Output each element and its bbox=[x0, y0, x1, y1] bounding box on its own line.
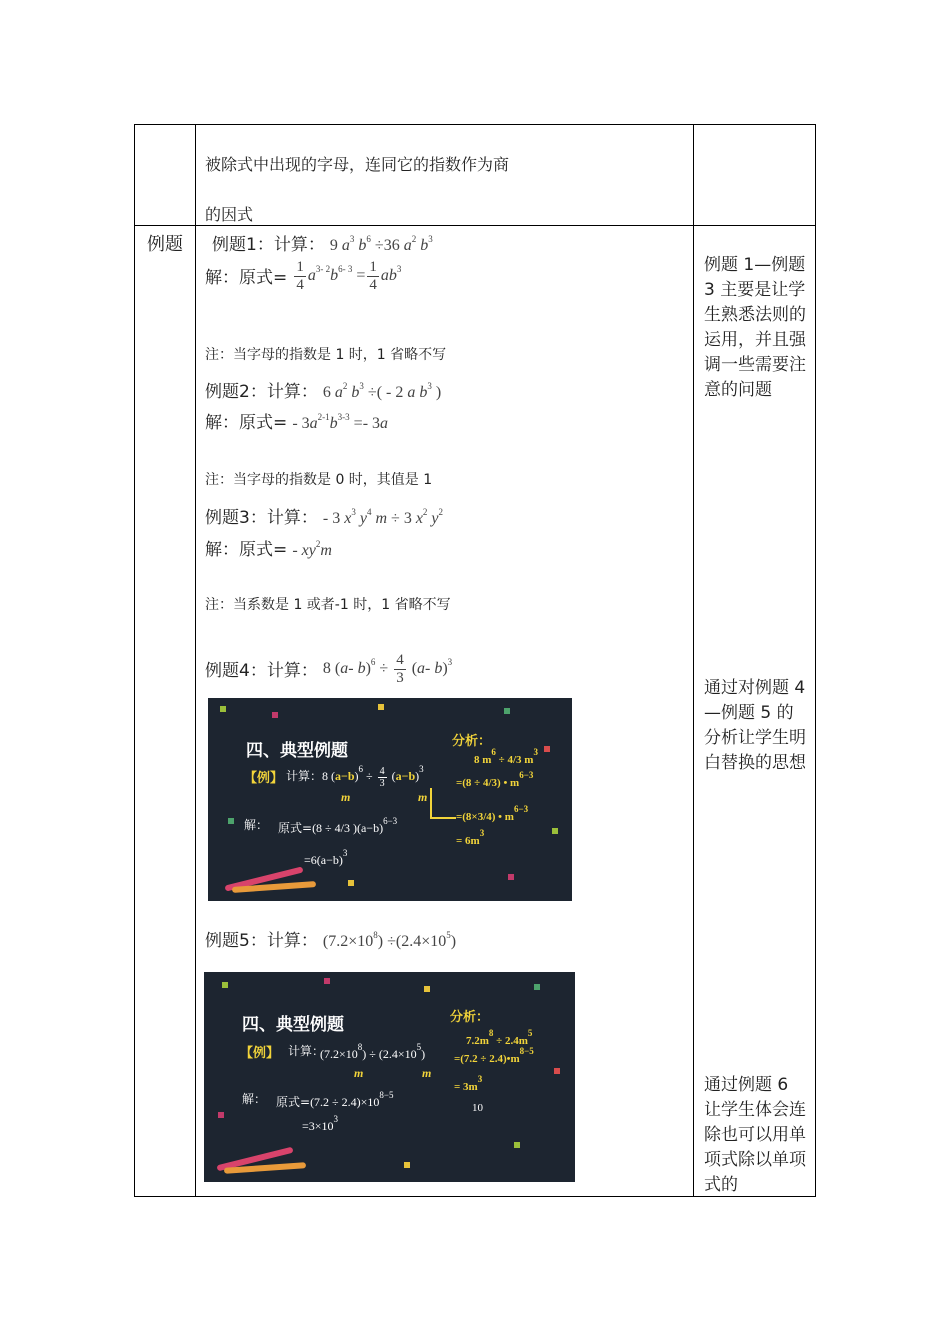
board-1-title: 四、典型例题 bbox=[246, 741, 348, 760]
board-2-problem: $(7.2\times 10^8) \div (2.4\times 10^5)$ bbox=[320, 1042, 426, 1061]
example-1-expression: 9 $a^3$ $b^6 \div 36$ $a^2$ $b^3$ bbox=[329, 234, 433, 254]
example-1-prefix: 例题1：计算： bbox=[212, 235, 325, 255]
confetti bbox=[218, 1112, 224, 1118]
intro-line-2: 的因式 bbox=[205, 205, 254, 224]
example-1-solution-expression: $\frac{1}{4}$ $a^{3- 2}b^{6- 3}$ = $\frac{1}{4}$ $ab^3$ bbox=[296, 259, 402, 293]
board-1-connector bbox=[430, 817, 456, 819]
example-5-prefix: 例题5：计算： bbox=[205, 931, 318, 951]
board-2-analysis-3: = $3m^3$ bbox=[454, 1074, 483, 1093]
board-2-compute: 计算： bbox=[288, 1044, 325, 1058]
board-1-analysis-1: 8 $m^6 \div 4/3$ $m^3$ bbox=[474, 747, 538, 766]
example-1-note: 注：当字母的指数是 1 时，1 省略不写 bbox=[205, 347, 447, 363]
table-border-top bbox=[134, 124, 816, 125]
example-1-line bbox=[212, 230, 433, 255]
board-2-analysis-label: 分析： bbox=[450, 1010, 490, 1025]
confetti bbox=[424, 986, 430, 992]
example-3-solution-expression: - $xy^2m$ bbox=[292, 539, 332, 559]
example-3-solution-prefix: 解：原式= bbox=[205, 540, 288, 560]
example-2-note: 注：当字母的指数是 0 时，其值是 1 bbox=[205, 472, 433, 488]
confetti bbox=[508, 874, 514, 880]
example-3-expression: - 3 $x^3$ $y^4$ m ÷ 3 $x^2$ $y^2$ bbox=[322, 507, 444, 527]
board-1-connector bbox=[430, 788, 432, 818]
confetti bbox=[554, 1068, 560, 1074]
board-1-sub-m-1: m bbox=[341, 790, 351, 804]
board-2-analysis-1: $7.2m^8 \div 2.4m^5$ bbox=[466, 1028, 533, 1047]
confetti bbox=[514, 1142, 520, 1148]
board-1-problem: 8 $(a-b)^6$ ÷ $\frac{4}{3}$ $(a-b)^3$ bbox=[322, 764, 424, 789]
example-2-prefix: 例题2：计算： bbox=[205, 382, 318, 402]
board-2-analysis-ten: 10 bbox=[472, 1102, 483, 1114]
table-row-divider bbox=[134, 225, 816, 226]
confetti bbox=[552, 828, 558, 834]
example-4-line bbox=[205, 652, 452, 687]
example-2-solution bbox=[205, 408, 388, 433]
board-2-solution: 原式$=(7.2 \div 2.4)\times 10^{8-5}$ bbox=[276, 1090, 394, 1109]
example-4-prefix: 例题4：计算： bbox=[205, 661, 318, 682]
board-1-sub-m-2: m bbox=[418, 790, 428, 804]
board-1-analysis-label: 分析： bbox=[452, 734, 492, 749]
confetti bbox=[504, 708, 510, 714]
confetti bbox=[348, 880, 354, 886]
board-2-solve-label: 解： bbox=[242, 1092, 267, 1106]
board-2-analysis-2: $=(7.2 \div 2.4)•m^{8-5}$ bbox=[454, 1046, 534, 1065]
table-col-divider-2 bbox=[693, 124, 694, 1197]
table-border-left bbox=[134, 124, 135, 1197]
side-note-2: 通过对例题 4—例题 5 的分析让学生明白替换的思想 bbox=[704, 678, 806, 773]
example-3-line bbox=[205, 503, 443, 528]
example-5-blackboard-image bbox=[204, 972, 575, 1182]
board-1-analysis-3: =(8×3/4) • $m^{6-3}$ bbox=[456, 804, 529, 823]
confetti bbox=[272, 712, 278, 718]
confetti bbox=[228, 818, 234, 824]
board-2-tag: 【例】 bbox=[240, 1046, 280, 1061]
example-5-line bbox=[205, 926, 456, 951]
board-1-analysis-4: = $6m^3$ bbox=[456, 828, 485, 847]
board-2-sub-m-2: m bbox=[422, 1066, 432, 1080]
board-1-orig-label: 原式= bbox=[278, 821, 313, 835]
example-3-prefix: 例题3：计算： bbox=[205, 508, 318, 528]
confetti bbox=[222, 982, 228, 988]
example-2-line bbox=[205, 377, 441, 402]
board-1-compute: 计算： bbox=[286, 769, 323, 783]
side-note-1: 例题 1—例题 3 主要是让学生熟悉法则的运用，并且强调一些需要注意的问题 bbox=[704, 255, 806, 400]
example-3-solution bbox=[205, 535, 332, 560]
board-1-analysis-2: =(8 ÷ 4/3) • $m^{6-3}$ bbox=[456, 770, 534, 789]
board-2-title: 四、典型例题 bbox=[242, 1015, 344, 1034]
confetti bbox=[378, 704, 384, 710]
table-border-right bbox=[815, 124, 816, 1197]
table-col-divider-1 bbox=[195, 124, 196, 1197]
board-1-result: $=6(a-b)^3$ bbox=[304, 848, 348, 867]
confetti bbox=[544, 746, 550, 752]
intro-line-1: 被除式中出现的字母，连同它的指数作为商 bbox=[205, 155, 510, 174]
board-2-sub-m-1: m bbox=[354, 1066, 364, 1080]
example-2-expression: 6 $a^2$ $b^3$ ÷( - 2 a $b^3$ ) bbox=[322, 381, 442, 401]
example-1-solution-prefix: 解：原式= bbox=[205, 268, 288, 289]
board-1-solve-label: 解： bbox=[244, 818, 269, 832]
example-1-solution bbox=[205, 259, 401, 294]
row-label-examples: 例题 bbox=[147, 234, 183, 255]
board-1-tag: 【例】 bbox=[244, 771, 284, 786]
confetti bbox=[324, 978, 330, 984]
example-5-expression: $(7.2\times 10^8) \div(2.4\times 10^5)$ bbox=[322, 930, 457, 950]
side-note-3: 通过例题 6 让学生体会连除也可以用单项式除以单项式的 bbox=[704, 1075, 806, 1195]
example-4-expression: 8 (a- b)$^6$ ÷ $\frac{4}{3}$ (a- b)$^3$ bbox=[322, 652, 453, 686]
example-2-solution-prefix: 解：原式= bbox=[205, 413, 288, 433]
example-3-note: 注：当系数是 1 或者-1 时，1 省略不写 bbox=[205, 597, 451, 613]
confetti bbox=[404, 1162, 410, 1168]
board-2-result: $=3\times 10^3$ bbox=[302, 1114, 339, 1133]
board-1-solution: 原式=(8 ÷ 4/3 )$(a-b)^{6-3}$ bbox=[278, 816, 398, 835]
confetti bbox=[220, 706, 226, 712]
board-2-orig-label: 原式= bbox=[276, 1095, 311, 1109]
confetti bbox=[534, 984, 540, 990]
example-4-blackboard-image bbox=[208, 698, 572, 901]
example-2-solution-expression: - $3a^{2-1}b^{3-3} =- 3a$ bbox=[292, 412, 389, 432]
